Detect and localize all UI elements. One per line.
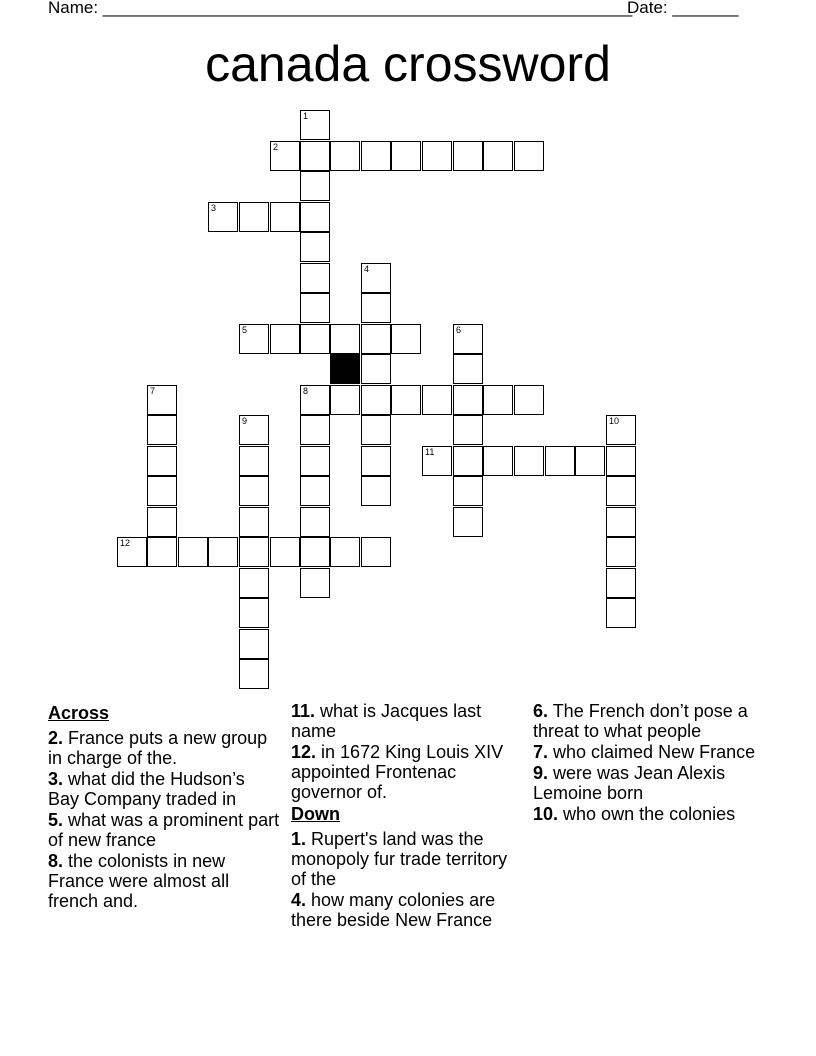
grid-cell[interactable] <box>300 568 330 598</box>
grid-cell[interactable] <box>300 263 330 293</box>
grid-cell[interactable] <box>147 446 177 476</box>
grid-cell[interactable] <box>239 476 269 506</box>
grid-cell[interactable] <box>483 141 513 171</box>
grid-cell[interactable] <box>270 202 300 232</box>
grid-cell[interactable] <box>361 415 391 445</box>
clue-number: 12 <box>120 538 131 548</box>
clue-across-11: 11. what is Jacques last name <box>291 701 482 741</box>
grid-cell[interactable] <box>300 232 330 262</box>
grid-cell[interactable] <box>239 568 269 598</box>
grid-cell[interactable] <box>453 415 483 445</box>
clue-number: 6 <box>456 325 462 335</box>
grid-cell[interactable] <box>147 476 177 506</box>
clue-down-7: 7. who claimed New France <box>533 742 756 762</box>
grid-cell[interactable] <box>330 324 360 354</box>
grid-cell[interactable] <box>300 476 330 506</box>
grid-cell[interactable] <box>453 324 483 354</box>
grid-cell[interactable] <box>300 293 330 323</box>
grid-cell[interactable] <box>239 202 269 232</box>
clue-column-3 <box>533 701 763 825</box>
grid-cell[interactable] <box>361 385 391 415</box>
across-heading: Across <box>48 703 110 723</box>
grid-cell[interactable] <box>391 324 421 354</box>
clue-number: 3 <box>211 203 217 213</box>
clue-down-10: 10. who own the colonies <box>533 804 736 824</box>
clue-across-12: 12. in 1672 King Louis XIV appointed Frontenac governor of. <box>291 742 504 802</box>
grid-cell[interactable] <box>300 385 330 415</box>
grid-cell[interactable] <box>606 446 636 476</box>
grid-cell[interactable] <box>330 537 360 567</box>
clue-down-6: 6. The French don’t pose a threat to what people <box>533 701 748 741</box>
grid-cell[interactable] <box>453 476 483 506</box>
grid-cell[interactable] <box>606 476 636 506</box>
grid-cell[interactable] <box>300 507 330 537</box>
grid-cell[interactable] <box>239 629 269 659</box>
clue-number: 1 <box>303 111 309 121</box>
grid-cell[interactable] <box>208 537 238 567</box>
clue-down-4: 4. how many colonies are there beside New France <box>291 890 496 930</box>
down-heading: Down <box>291 804 340 824</box>
clue-across-5: 5. what was a prominent part of new france <box>48 810 280 850</box>
grid-cell[interactable] <box>300 202 330 232</box>
clue-down-1: 1. Rupert's land was the monopoly fur trade territory of the <box>291 829 508 889</box>
grid-cell[interactable] <box>422 141 452 171</box>
date-field-label: Date: _______ <box>627 0 739 17</box>
clue-column-1 <box>48 701 280 912</box>
grid-cell[interactable] <box>300 171 330 201</box>
grid-cell[interactable] <box>606 507 636 537</box>
clue-down-9: 9. were was Jean Alexis Lemoine born <box>533 763 726 803</box>
grid-cell[interactable] <box>147 385 177 415</box>
grid-cell[interactable] <box>361 263 391 293</box>
grid-cell[interactable] <box>514 385 544 415</box>
grid-cell[interactable] <box>361 537 391 567</box>
grid-cell[interactable] <box>239 415 269 445</box>
grid-cell[interactable] <box>330 385 360 415</box>
grid-cell[interactable] <box>606 598 636 628</box>
grid-cell[interactable] <box>239 507 269 537</box>
grid-cell[interactable] <box>147 507 177 537</box>
grid-cell[interactable] <box>239 659 269 689</box>
grid-cell[interactable] <box>239 537 269 567</box>
grid-cell[interactable] <box>575 446 605 476</box>
grid-cell[interactable] <box>453 385 483 415</box>
clue-number: 8 <box>303 386 309 396</box>
grid-cell[interactable] <box>178 537 208 567</box>
clue-number: 10 <box>609 416 620 426</box>
clue-number: 4 <box>364 264 370 274</box>
grid-cell[interactable] <box>453 446 483 476</box>
clue-number: 11 <box>425 447 435 457</box>
grid-cell[interactable] <box>453 507 483 537</box>
grid-cell[interactable] <box>483 385 513 415</box>
grid-cell[interactable] <box>270 141 300 171</box>
grid-cell[interactable] <box>606 415 636 445</box>
grid-cell[interactable] <box>545 446 575 476</box>
grid-cell[interactable] <box>300 446 330 476</box>
grid-cell[interactable] <box>208 202 238 232</box>
grid-cell[interactable] <box>270 324 300 354</box>
clue-across-3: 3. what did the Hudson’s Bay Company traded in <box>48 769 245 809</box>
grid-cell[interactable] <box>483 446 513 476</box>
clue-number: 7 <box>150 386 156 396</box>
grid-cell[interactable] <box>514 141 544 171</box>
grid-cell[interactable] <box>422 446 452 476</box>
grid-cell[interactable] <box>361 354 391 384</box>
grid-cell[interactable] <box>361 324 391 354</box>
grid-cell[interactable] <box>147 415 177 445</box>
grid-cell[interactable] <box>300 110 330 140</box>
clue-column-2 <box>291 701 526 931</box>
grid-cell[interactable] <box>361 446 391 476</box>
grid-cell-blocked <box>330 354 360 384</box>
clue-number: 9 <box>242 416 248 426</box>
grid-cell[interactable] <box>300 415 330 445</box>
clue-across-2: 2. France puts a new group in charge of the. <box>48 728 268 768</box>
grid-cell[interactable] <box>300 537 330 567</box>
grid-cell[interactable] <box>391 141 421 171</box>
name-field-label: Name: ________________________________________________________ <box>48 0 633 17</box>
grid-cell[interactable] <box>391 385 421 415</box>
grid-cell[interactable] <box>453 354 483 384</box>
grid-cell[interactable] <box>453 141 483 171</box>
grid-cell[interactable] <box>300 141 330 171</box>
grid-cell[interactable] <box>117 537 147 567</box>
grid-cell[interactable] <box>606 537 636 567</box>
grid-cell[interactable] <box>239 324 269 354</box>
grid-cell[interactable] <box>606 568 636 598</box>
grid-cell[interactable] <box>147 537 177 567</box>
grid-cell[interactable] <box>361 293 391 323</box>
grid-cell[interactable] <box>514 446 544 476</box>
grid-cell[interactable] <box>361 141 391 171</box>
grid-cell[interactable] <box>330 141 360 171</box>
grid-cell[interactable] <box>239 598 269 628</box>
grid-cell[interactable] <box>361 476 391 506</box>
grid-cell[interactable] <box>300 324 330 354</box>
page-title: canada crossword <box>205 36 611 92</box>
clue-number: 5 <box>242 325 248 335</box>
clue-number: 2 <box>273 142 279 152</box>
grid-cell[interactable] <box>270 537 300 567</box>
grid-cell[interactable] <box>422 385 452 415</box>
grid-cell[interactable] <box>239 446 269 476</box>
clue-across-8: 8. the colonists in new France were almost all french and. <box>48 851 230 911</box>
